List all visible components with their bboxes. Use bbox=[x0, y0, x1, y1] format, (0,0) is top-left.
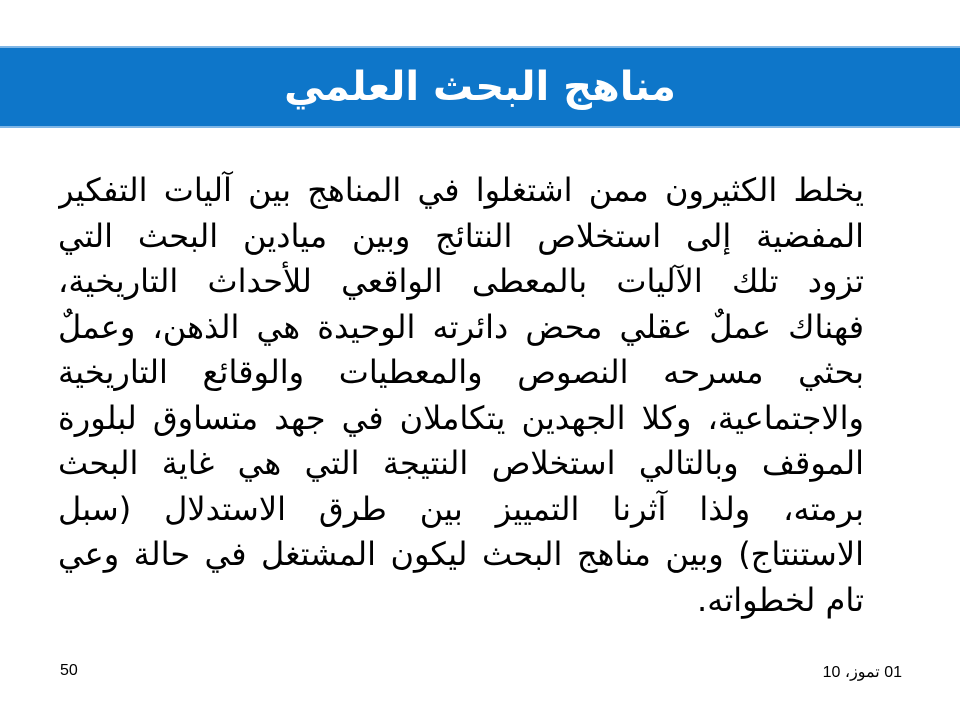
title-bar bbox=[0, 46, 960, 128]
body-line: الموقف وبالتالي استخلاص النتيجة التي هي غاية البحث bbox=[58, 444, 864, 482]
footer-date: 01 تموز، 10 bbox=[822, 664, 902, 681]
body-paragraph bbox=[58, 168, 864, 623]
body-line: المفضية إلى استخلاص النتائج وبين ميادين البحث التي bbox=[58, 216, 864, 255]
body-line: برمته، ولذا آثرنا التمييز بين طرق الاستدلال (سبل bbox=[58, 489, 864, 528]
body-line: الاستنتاج) وبين مناهج البحث ليكون المشتغل في حالة وعي bbox=[58, 535, 864, 573]
body-line: تزود تلك الآليات بالمعطى الواقعي للأحداث التاريخية، bbox=[58, 262, 864, 300]
body-line: فهناك عملٌ عقلي محض دائرته الوحيدة هي الذهن، وعملٌ bbox=[58, 307, 864, 346]
page-number: 50 bbox=[60, 662, 78, 679]
slide-title: مناهج البحث العلمي bbox=[284, 64, 676, 110]
body-line: يخلط الكثيرون ممن اشتغلوا في المناهج بين آليات التفكير bbox=[58, 171, 864, 209]
body-line: تام لخطواته. bbox=[697, 580, 864, 619]
body-line: بحثي مسرحه النصوص والمعطيات والوقائع التاريخية bbox=[58, 353, 864, 391]
body-line: والاجتماعية، وكلا الجهدين يتكاملان في جهد متساوق لبلورة bbox=[58, 398, 864, 437]
